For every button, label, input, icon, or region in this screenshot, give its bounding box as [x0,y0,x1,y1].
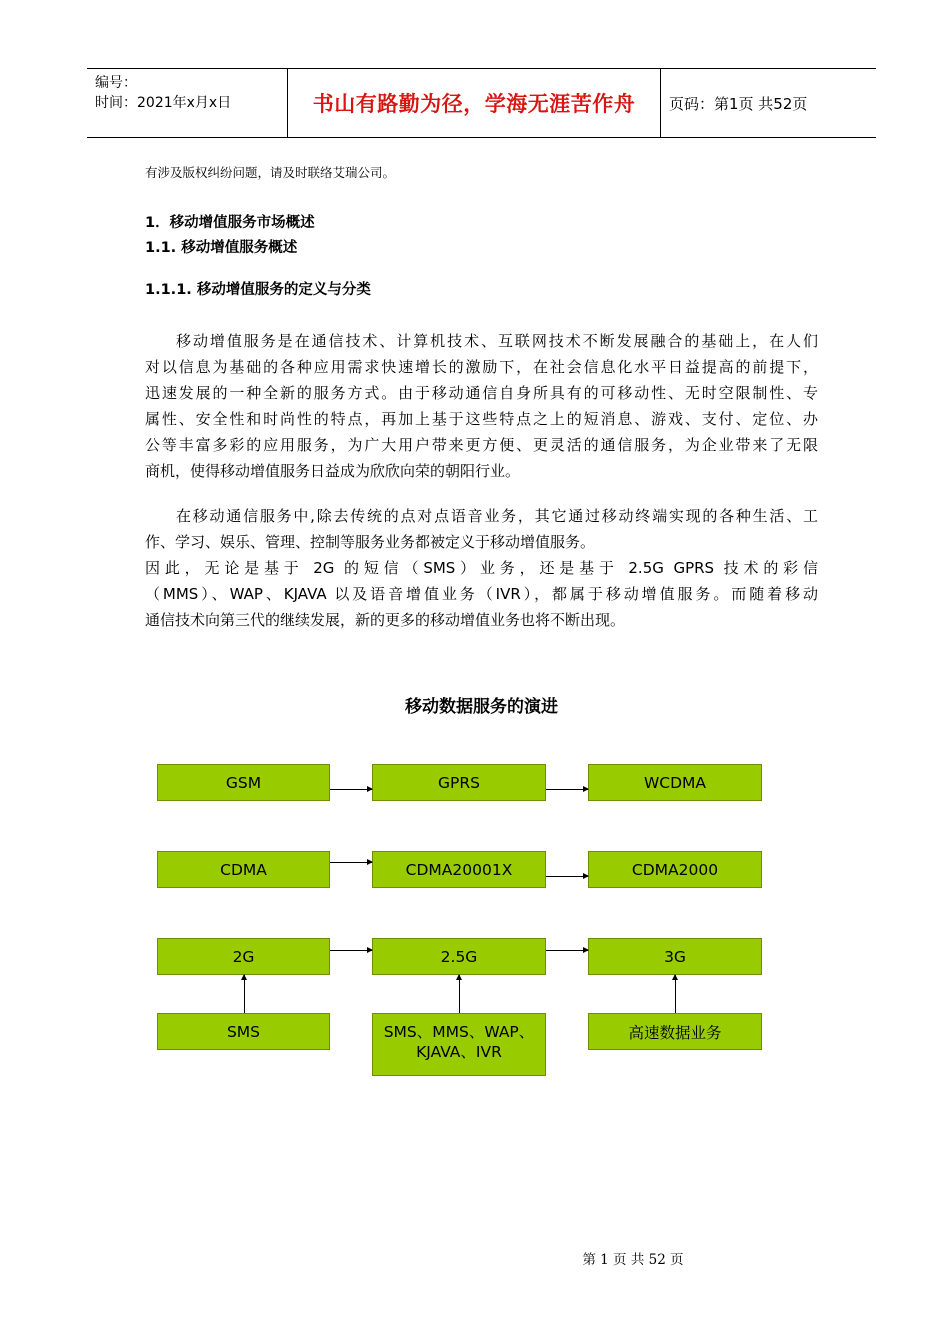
diagram-title: 移动数据服务的演进 [405,697,558,717]
paragraph-line: 移动增值服务是在通信技术、计算机技术、互联网技术不断发展融合的基础上，在人们 [176,332,818,350]
paragraph-line: 公等丰富多彩的应用服务，为广大用户带来更方便、更灵活的通信服务，为企业带来了无限 [145,436,818,454]
arrow-right [546,950,588,951]
box-2-5g: 2.5G [372,938,546,975]
paragraph-line: 迅速发展的一种全新的服务方式。由于移动通信自身所具有的可移动性、无时空限制性、专 [145,384,818,402]
paragraph-scope [145,503,818,633]
arrow-right [330,789,372,790]
arrow-right [546,876,588,877]
paragraph-line: 因此，无论是基于 2G 的短信（SMS）业务，还是基于 2.5G GPRS 技术的彩信 [145,559,818,577]
box-2g: 2G [157,938,330,975]
paragraph-line: 在移动通信服务中,除去传统的点对点语音业务，其它通过移动终端实现的各种生活、工 [176,507,818,525]
header-page-info: 页码：第1页 共52页 [669,95,808,113]
paragraph-line: 对以信息为基础的各种应用需求快速增长的激励下，在社会信息化水平日益提高的前提下， [145,358,818,376]
box-cdma: CDMA [157,851,330,888]
box-sms: SMS [157,1013,330,1050]
header-motto: 书山有路勤为径，学海无涯苦作舟 [312,92,636,116]
paragraph-line: 商机，使得移动增值服务日益成为欣欣向荣的朝阳行业。 [145,462,521,480]
arrow-right [330,862,372,863]
heading-1-1: 1.1. 移动增值服务概述 [145,240,298,256]
box-high-speed-data: 高速数据业务 [588,1013,762,1050]
box-cdma20001x: CDMA20001X [372,851,546,888]
header-divider [660,69,661,137]
paragraph-line: 作、学习、娱乐、管理、控制等服务业务都被定义于移动增值服务。 [145,533,596,551]
paragraph-line: （MMS）、WAP、KJAVA 以及语音增值业务（IVR），都属于移动增值服务。而随着移动 [145,585,818,603]
page-footer: 第 1 页 共 52 页 [582,1252,684,1268]
box-gsm: GSM [157,764,330,801]
box-gprs: GPRS [372,764,546,801]
document-header [87,68,876,138]
header-meta [87,69,287,137]
arrow-right [330,950,372,951]
paragraph-line: 属性、安全性和时尚性的特点，再加上基于这些特点之上的短消息、游戏、支付、定位、办 [145,410,818,428]
box-sms-mms-wap: SMS、MMS、WAP、KJAVA、IVR [372,1013,546,1076]
doc-time-label: 时间：2021年x月x日 [95,95,232,111]
paragraph-line: 通信技术向第三代的继续发展，新的更多的移动增值业务也将不断出现。 [145,611,626,629]
arrow-up [675,975,676,1013]
paragraph-definition [145,328,818,484]
box-cdma2000: CDMA2000 [588,851,762,888]
heading-1: 1．移动增值服务市场概述 [145,215,315,231]
arrow-up [459,975,460,1013]
box-3g: 3G [588,938,762,975]
copyright-notice: 有涉及版权纠纷问题，请及时联络艾瑞公司。 [145,165,396,180]
doc-id-label: 编号： [95,75,137,91]
heading-1-1-1: 1.1.1. 移动增值服务的定义与分类 [145,282,371,298]
box-wcdma: WCDMA [588,764,762,801]
arrow-up [244,975,245,1013]
arrow-right [546,789,588,790]
